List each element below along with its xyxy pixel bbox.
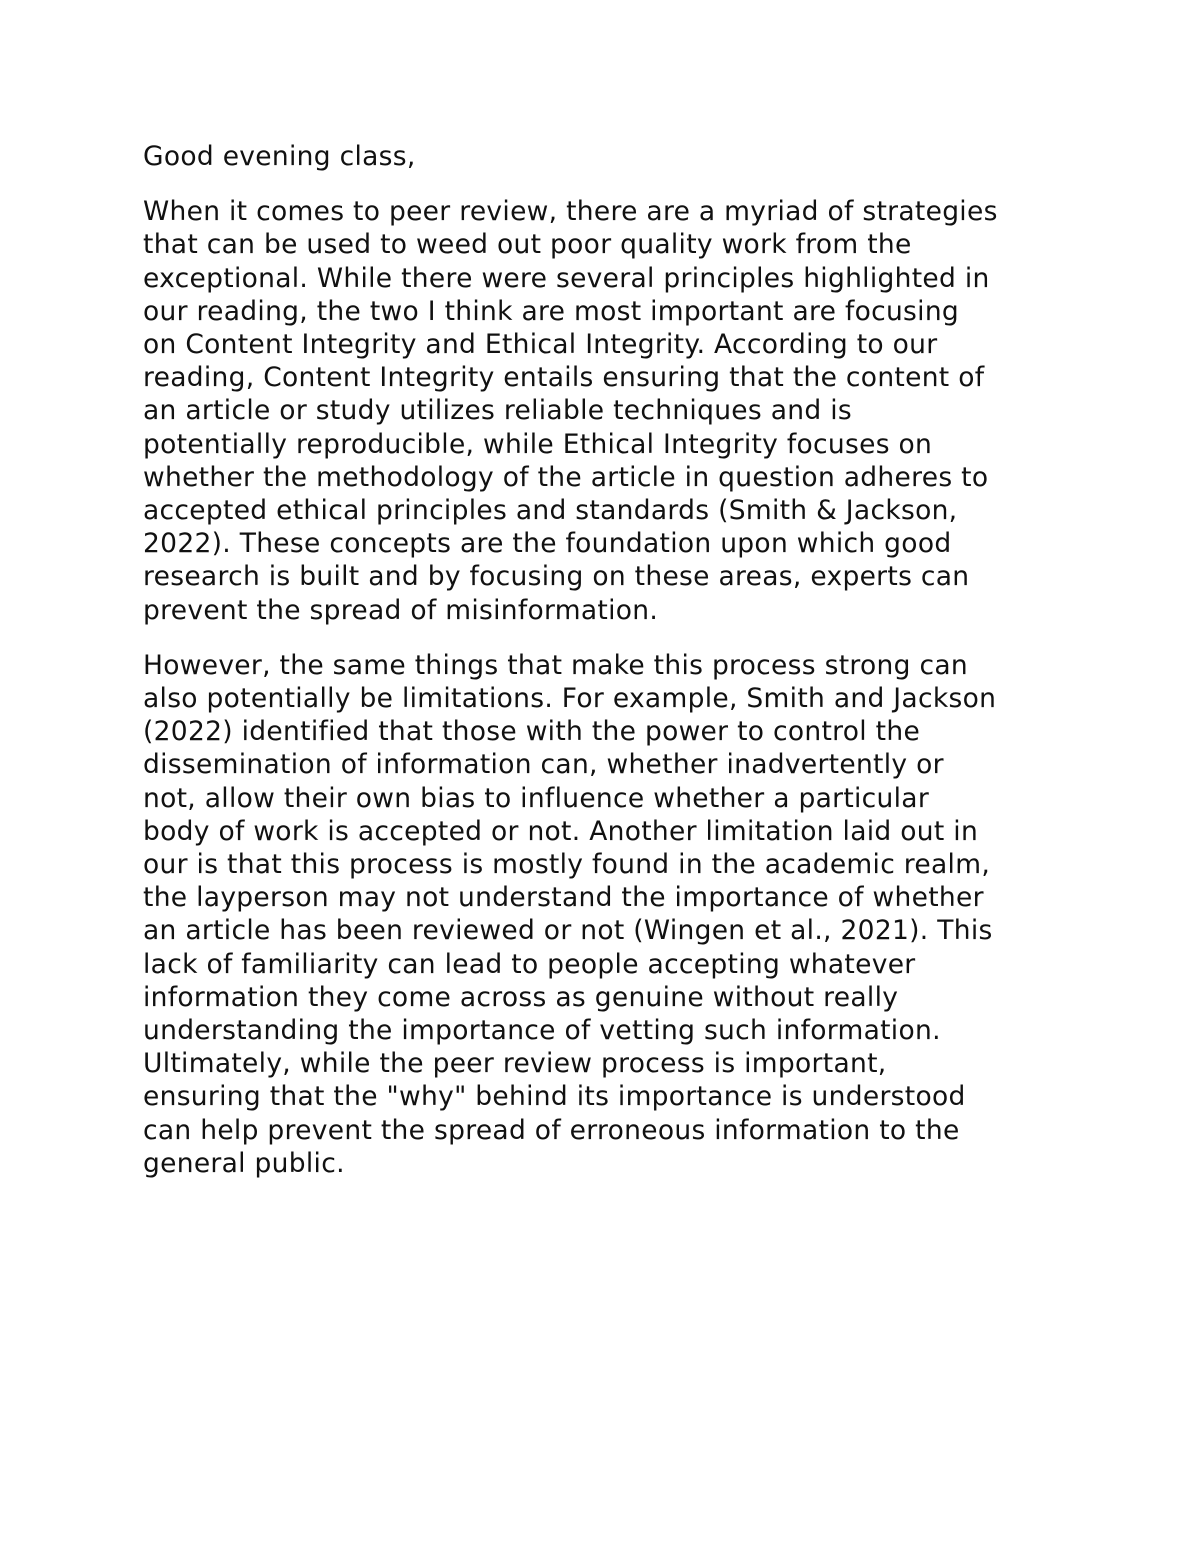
- paragraph-2: [143, 649, 1073, 1180]
- paragraph-2-line: Ultimately, while the peer review process is important,: [143, 1048, 887, 1080]
- paragraph-1-line: on Content Integrity and Ethical Integrity. According to our: [143, 329, 938, 361]
- paragraph-2-line: However, the same things that make this process strong can: [143, 649, 968, 681]
- paragraph-1-line: When it comes to peer review, there are a myriad of strategies: [143, 196, 998, 228]
- paragraph-2-line: ensuring that the "why" behind its importance is understood: [143, 1081, 966, 1113]
- paragraph-1-line: reading, Content Integrity entails ensuring that the content of: [143, 362, 985, 394]
- paragraph-2-line: also potentially be limitations. For example, Smith and Jackson: [143, 683, 997, 715]
- paragraph-2-line: general public.: [143, 1147, 345, 1179]
- paragraph-2-line: not, allow their own bias to influence whether a particular: [143, 782, 930, 814]
- paragraph-2-line: an article has been reviewed or not (Wingen et al., 2021). This: [143, 915, 993, 947]
- paragraph-1-line: potentially reproducible, while Ethical Integrity focuses on: [143, 428, 933, 460]
- paragraph-2-line: dissemination of information can, whether inadvertently or: [143, 749, 944, 781]
- greeting: [143, 140, 1073, 173]
- paragraph-2-line: can help prevent the spread of erroneous information to the: [143, 1114, 960, 1146]
- greeting-text: Good evening class,: [143, 141, 416, 172]
- paragraph-1-line: whether the methodology of the article in question adheres to: [143, 461, 989, 493]
- paragraph-1-line: that can be used to weed out poor quality work from the: [143, 229, 912, 261]
- paragraph-2-line: body of work is accepted or not. Another limitation laid out in: [143, 815, 979, 847]
- paragraph-1-line: an article or study utilizes reliable techniques and is: [143, 395, 852, 427]
- paragraph-2-line: (2022) identified that those with the power to control the: [143, 716, 921, 748]
- paragraph-2-line: the layperson may not understand the importance of whether: [143, 882, 984, 914]
- paragraph-1-line: accepted ethical principles and standards (Smith & Jackson,: [143, 495, 958, 527]
- paragraph-2-line: understanding the importance of vetting such information.: [143, 1015, 941, 1047]
- document-body: [143, 140, 1073, 1202]
- paragraph-2-line: lack of familiarity can lead to people accepting whatever: [143, 948, 916, 980]
- paragraph-2-line: information they come across as genuine without really: [143, 981, 899, 1013]
- paragraph-1-line: prevent the spread of misinformation.: [143, 594, 659, 626]
- paragraph-1-line: exceptional. While there were several principles highlighted in: [143, 262, 990, 294]
- paragraph-1: [143, 195, 1073, 627]
- paragraph-1-line: 2022). These concepts are the foundation upon which good: [143, 528, 952, 560]
- paragraph-1-line: our reading, the two I think are most important are focusing: [143, 295, 960, 327]
- paragraph-1-line: research is built and by focusing on these areas, experts can: [143, 561, 970, 593]
- paragraph-2-line: our is that this process is mostly found in the academic realm,: [143, 849, 991, 881]
